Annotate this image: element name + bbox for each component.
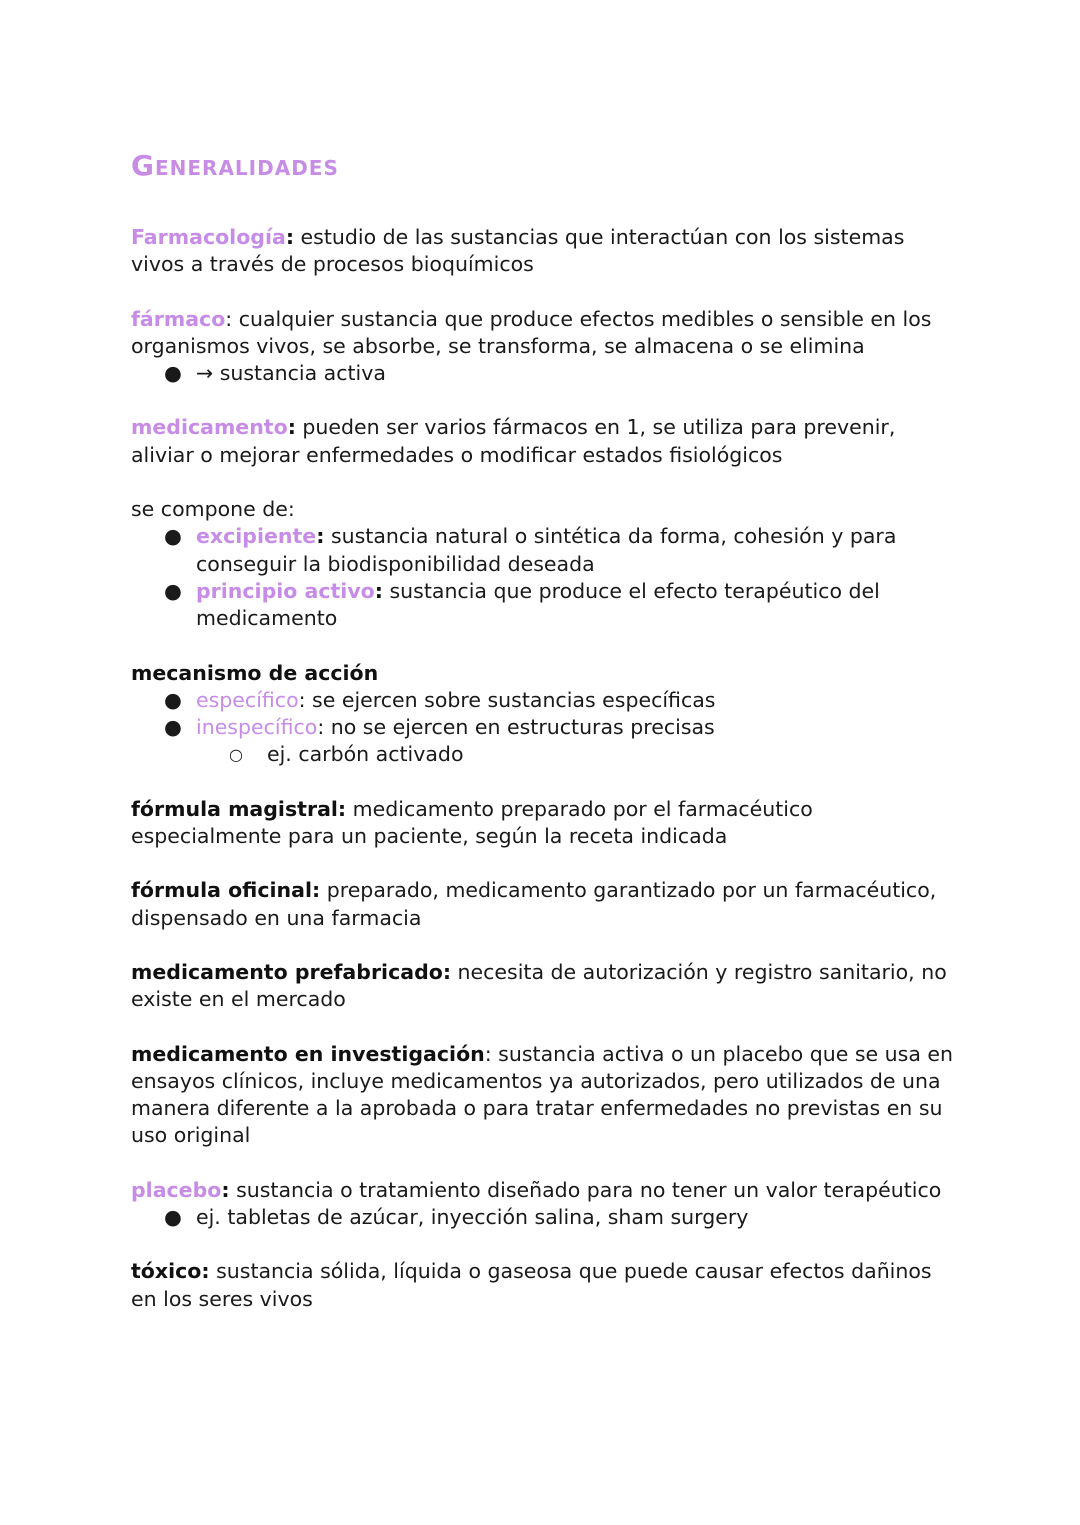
term-placebo: placebo [131,1177,222,1202]
list-item [131,1204,961,1231]
document-page [131,148,961,1340]
farmaco-list [131,360,961,387]
list-item-text: sustancia que produce el efecto terapéutico del medicamento [196,578,880,631]
bullet-icon: ● [164,578,182,603]
term-especifico: específico [196,687,299,712]
bullet-icon: ● [164,524,182,549]
definition-text: sustancia o tratamiento diseñado para no tener un valor terapéutico [229,1177,942,1202]
mecanismo-title: mecanismo de acción [131,660,379,685]
list-item-text: sustancia natural o sintética da forma, cohesión y para conseguir la biodisponibilidad deseada [196,524,897,576]
term-formula-magistral: fórmula magistral: [131,796,347,821]
term-colon: : [221,1177,230,1202]
mecanismo-sublist [131,741,961,768]
definition-medicamento [131,414,961,469]
definition-formula-oficinal [131,877,961,932]
term-medicamento-investigacion: medicamento en investigación [131,1041,485,1066]
list-item-text: : se ejercen sobre sustancias específicas [298,687,716,712]
term-formula-oficinal: fórmula oficinal: [131,878,321,903]
list-item [131,523,961,578]
term-farmacologia: Farmacología [131,225,286,249]
definition-medicamento-prefabricado [131,959,961,1014]
term-colon: : [316,524,325,549]
definition-farmaco [131,306,961,388]
definition-text: : cualquier sustancia que produce efectos medibles o sensible en los organismos vivos, se absorbe, se transforma, se almacena o se elimina [131,306,932,358]
term-colon: : [285,225,295,249]
list-item-text: → sustancia activa [196,361,386,386]
term-principio-activo: principio activo [196,578,375,603]
term-excipiente: excipiente [196,524,317,549]
definition-placebo [131,1177,961,1232]
definition-text: necesita de autorización y registro sanitario, no existe en el mercado [131,959,947,1012]
term-toxico: tóxico: [131,1259,210,1284]
mecanismo-list [131,687,961,742]
term-medicamento-prefabricado: medicamento prefabricado: [131,959,452,984]
list-item [131,360,961,387]
bullet-icon: ● [164,1205,182,1230]
compone-list [131,523,961,632]
term-inespecifico: inespecífico [196,715,318,740]
term-farmaco: fármaco [131,306,226,331]
list-item-text: ej. carbón activado [267,742,464,767]
list-item [131,687,961,714]
definition-text: preparado, medicamento garantizado por un farmacéutico, dispensado en una farmacia [131,878,937,930]
placebo-list [131,1204,961,1231]
definition-formula-magistral [131,796,961,851]
section-compone [131,496,961,632]
list-item [131,578,961,633]
list-item-text: : no se ejercen en estructuras precisas [317,715,715,740]
term-colon: : [374,578,383,603]
section-mecanismo [131,660,961,769]
page-title: Generalidades [131,149,339,182]
term-colon: : [287,415,296,440]
definition-medicamento-investigacion [131,1041,961,1150]
definition-text: medicamento preparado por el farmacéutico especialmente para un paciente, según la receta indicada [131,796,813,849]
bullet-icon: ● [164,687,182,712]
list-item [131,714,961,741]
bullet-icon: ● [164,715,182,740]
definition-farmacologia [131,224,961,279]
bullet-icon: ● [164,361,182,386]
definition-text: pueden ser varios fármacos en 1, se utiliza para prevenir, aliviar o mejorar enfermedades o modificar estados fisiológicos [131,415,896,467]
compone-intro: se compone de: [131,497,295,522]
list-item [131,741,961,768]
list-item-text: ej. tabletas de azúcar, inyección salina, sham surgery [196,1205,749,1230]
definition-toxico [131,1258,961,1313]
definition-text: estudio de las sustancias que interactúan con los sistemas vivos a través de procesos bioquímicos [131,225,905,277]
definition-text: : sustancia activa o un placebo que se usa en ensayos clínicos, incluye medicamentos ya autorizados, pero utilizados de una manera diferente a la aprobada o para tratar enfermedades no previstas en su uso original [131,1041,954,1148]
hollow-bullet-icon: ○ [229,745,243,765]
definition-text: sustancia sólida, líquida o gaseosa que puede causar efectos dañinos en los seres vivos [131,1259,932,1311]
term-medicamento: medicamento [131,415,288,440]
